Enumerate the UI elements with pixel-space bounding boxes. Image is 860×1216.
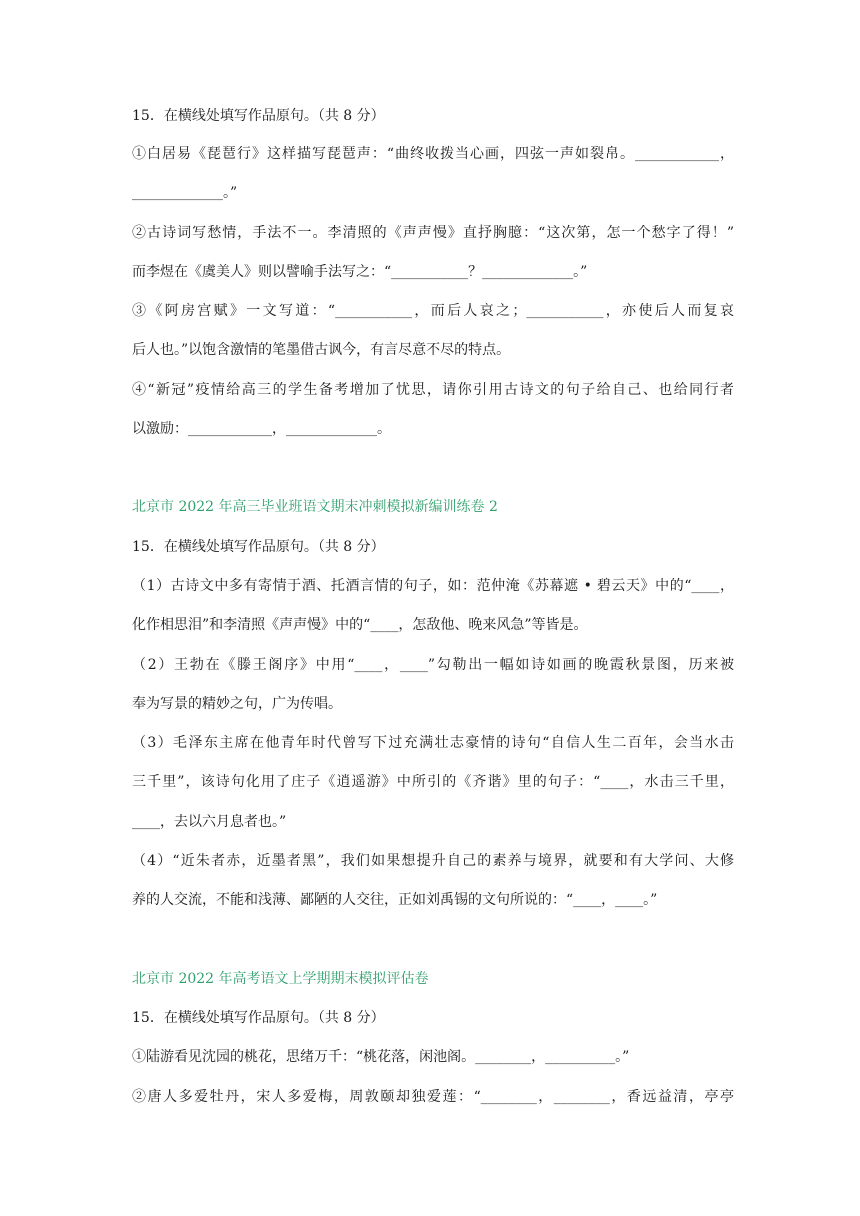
question-line: 三千里”，该诗句化用了庄子《逍遥游》中所引的《齐谐》里的句子：“____，水击三千里， [132,774,734,790]
question-line: 奉为写景的精妙之句，广为传唱。 [132,696,342,712]
question-title: 15．在横线处填写作品原句。（共 8 分） [132,539,385,555]
question-line: 养的人交流，不能和浅薄、鄙陋的人交往，正如刘禹锡的文句所说的：“____，____。” [132,892,658,908]
question-line: （2）王勃在《滕王阁序》中用“____，____”勾勒出一幅如诗如画的晚霞秋景图，历来被 [132,657,734,673]
question-line: 化作相思泪”和李清照《声声慢》中的“____，怎敌他、晚来风急”等皆是。 [132,617,588,633]
question-line: ①白居易《琵琶行》这样描写琵琶声：“曲终收拨当心画，四弦一声如裂帛。____________， [132,146,734,162]
question-line: 后人也。”以饱含激情的笔墨借古讽今，有言尽意不尽的特点。 [132,342,511,358]
question-line: 而李煜在《虞美人》则以譬喻手法写之：“___________？_____________。” [132,264,588,280]
question-line: ②唐人多爱牡丹，宋人多爱梅，周敦颐却独爱莲：“________，________，香远益清，亭亭 [132,1089,734,1105]
question-line: ①陆游看见沈园的桃花，思绪万千：“桃花落，闲池阁。________，__________。” [132,1049,630,1065]
question-line: ③《阿房宫赋》一文写道：“___________，而后人哀之；___________，亦使后人而复哀 [132,303,734,319]
question-line: （3）毛泽东主席在他青年时代曾写下过充满壮志豪情的诗句“自信人生二百年，会当水击 [132,735,734,751]
question-line: （1）古诗文中多有寄情于酒、托酒言情的句子，如：范仲淹《苏幕遮 • 碧云天》中的“____， [132,578,734,594]
question-line: ____，去以六月息者也。” [132,814,287,830]
question-line: （4）“近朱者赤，近墨者黑”，我们如果想提升自己的素养与境界，就要和有大学问、大修 [132,853,734,869]
section-heading: 北京市 2022 年高三毕业班语文期末冲刺模拟新编训练卷 2 [132,499,498,515]
question-line: 以激励：____________，_____________。 [132,421,391,437]
question-title: 15．在横线处填写作品原句。（共 8 分） [132,108,385,124]
question-line: ②古诗词写愁情，手法不一。李清照的《声声慢》直抒胸臆：“这次第，怎一个愁字了得！” [132,225,734,241]
question-title: 15．在横线处填写作品原句。（共 8 分） [132,1010,385,1026]
question-line: _____________。” [132,185,238,201]
section-heading: 北京市 2022 年高考语文上学期期末模拟评估卷 [132,971,429,987]
question-line: ④“新冠”疫情给高三的学生备考增加了忧思，请你引用古诗文的句子给自己、也给同行者 [132,382,734,398]
